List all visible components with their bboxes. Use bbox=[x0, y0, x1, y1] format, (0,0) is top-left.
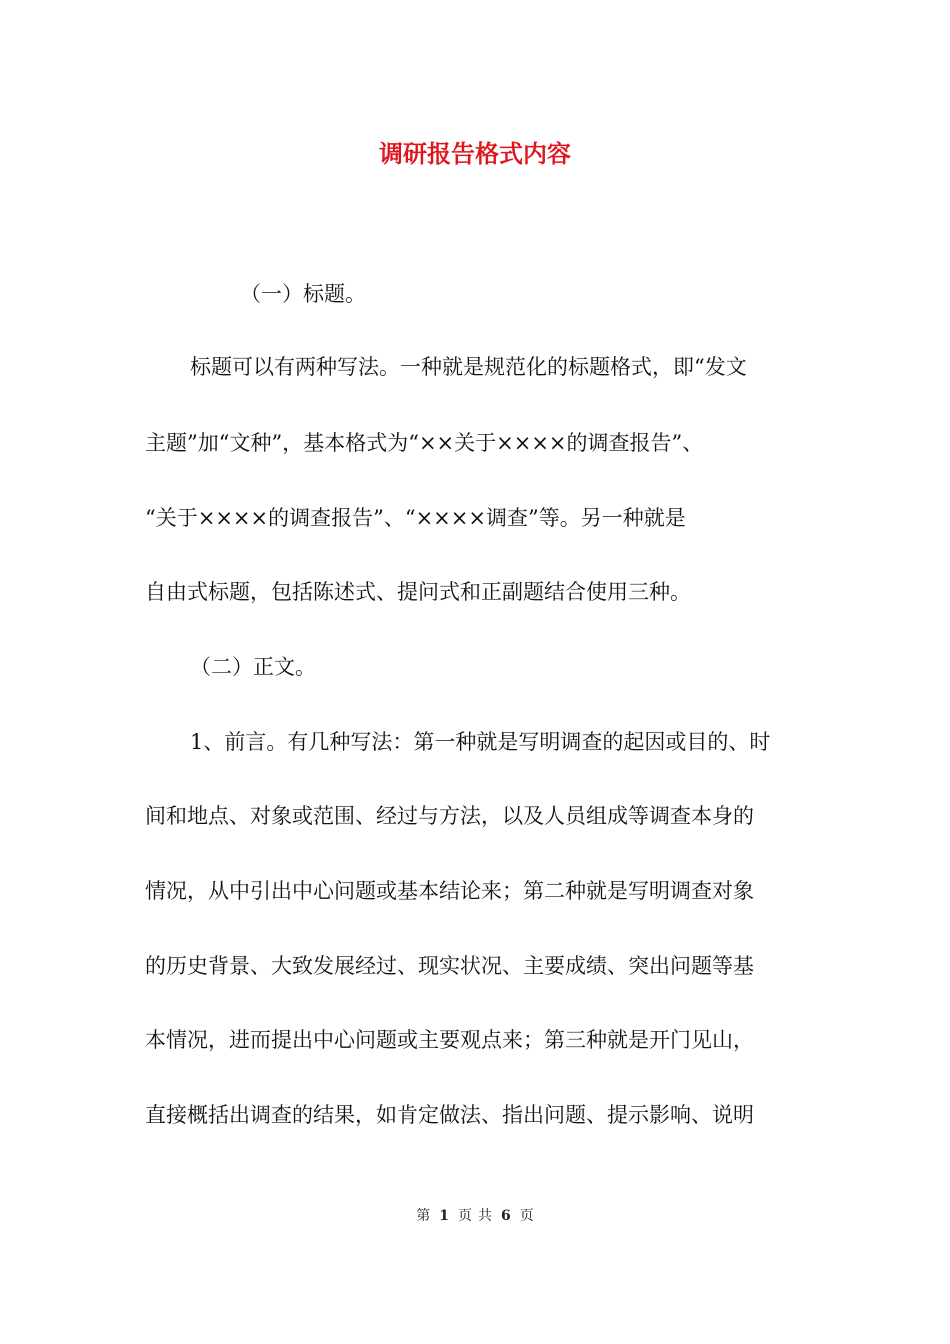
paragraph-line: 本情况，进而提出中心问题或主要观点来；第三种就是开门见山， bbox=[145, 1028, 754, 1052]
section-heading-title: （一）标题。 bbox=[240, 282, 366, 306]
paragraph-line: 间和地点、对象或范围、经过与方法，以及人员组成等调查本身的 bbox=[145, 804, 754, 828]
section-heading-body: （二）正文。 bbox=[190, 655, 316, 679]
document-title: 调研报告格式内容 bbox=[379, 139, 571, 168]
paragraph-line: “关于××××的调查报告”、“××××调查”等。另一种就是 bbox=[145, 506, 686, 530]
footer-page-word: 页 bbox=[458, 1208, 472, 1224]
paragraph-line: 的历史背景、大致发展经过、现实状况、主要成绩、突出问题等基 bbox=[145, 954, 754, 978]
footer-page-number: 1 bbox=[439, 1208, 449, 1224]
paragraph-line: 标题可以有两种写法。一种就是规范化的标题格式，即“发文 bbox=[190, 355, 747, 379]
paragraph-line: 自由式标题，包括陈述式、提问式和正副题结合使用三种。 bbox=[145, 580, 691, 604]
footer-total-word: 共 bbox=[478, 1208, 492, 1224]
footer-prefix: 第 bbox=[416, 1208, 431, 1224]
footer-suffix: 页 bbox=[519, 1208, 534, 1224]
page-footer bbox=[0, 1206, 950, 1226]
paragraph-line: 情况，从中引出中心问题或基本结论来；第二种就是写明调查对象 bbox=[145, 879, 754, 903]
paragraph-line: 主题”加“文种”，基本格式为“××关于××××的调查报告”、 bbox=[145, 431, 704, 455]
paragraph-line: 1、前言。有几种写法：第一种就是写明调查的起因或目的、时 bbox=[190, 730, 771, 754]
paragraph-line: 直接概括出调查的结果，如肯定做法、指出问题、提示影响、说明 bbox=[145, 1103, 754, 1127]
footer-total-pages: 6 bbox=[501, 1208, 511, 1224]
